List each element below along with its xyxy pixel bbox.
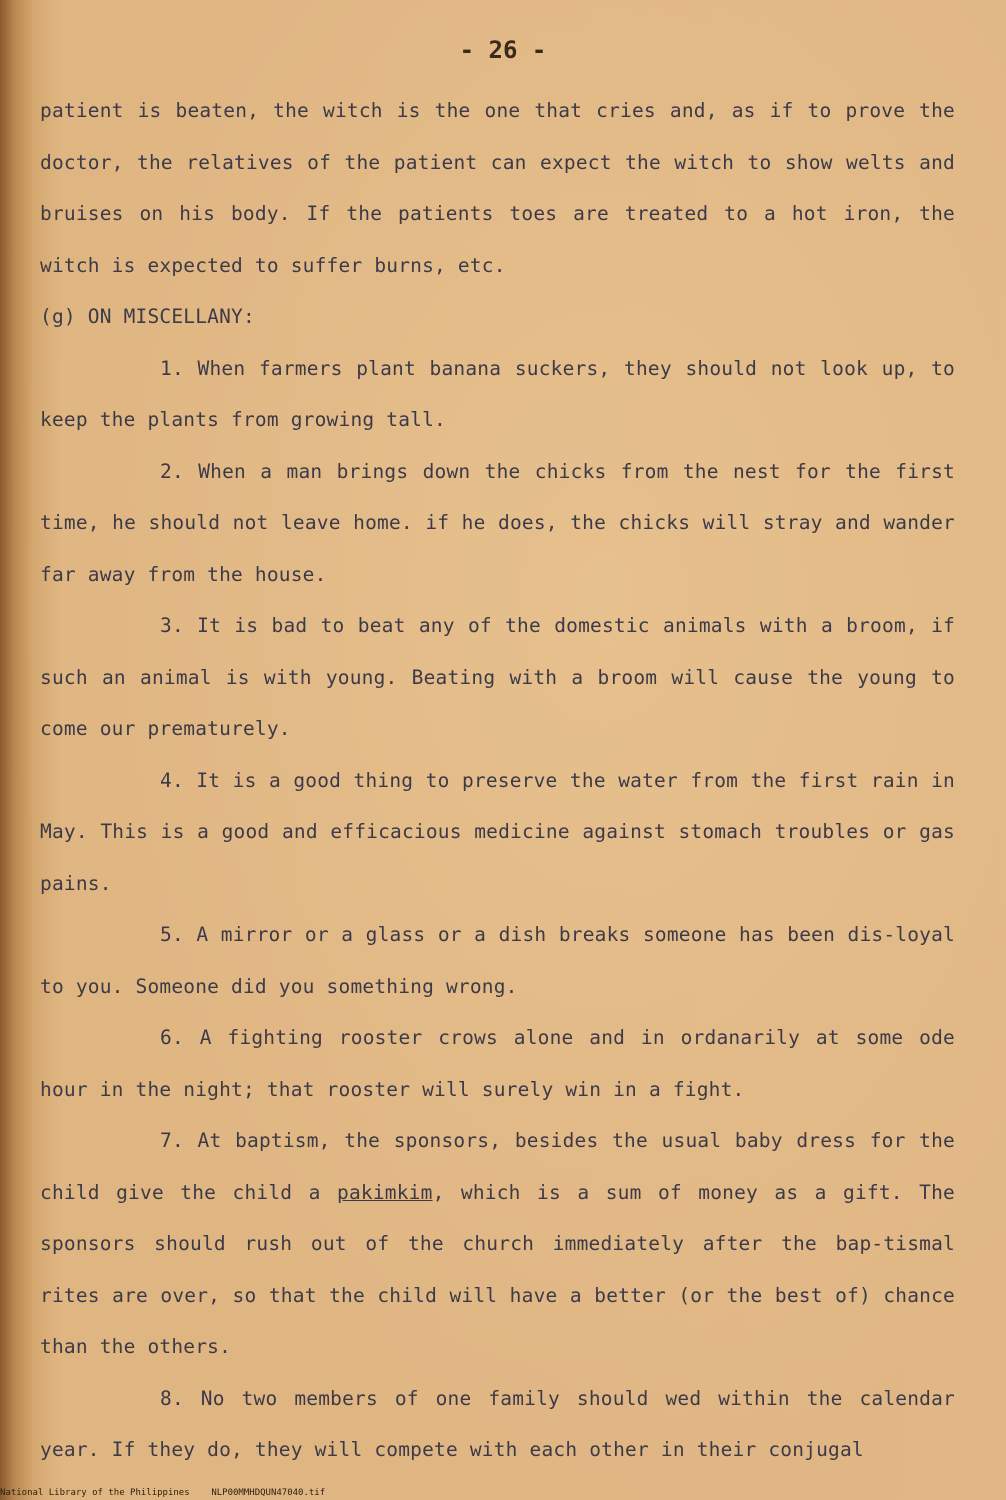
- page-number: - 26 -: [459, 36, 547, 64]
- item-7-text-before: 7. At baptism, the sponsors, besides the usual baby dress for the child give the child a: [40, 1129, 955, 1204]
- item-8: 8. No two members of one family should wed within the calendar year. If they do, they will compete with each other in their conjugal: [40, 1386, 955, 1461]
- footer-file-id: NLP00MMHDQUN47040.tif: [211, 1488, 326, 1498]
- scan-footer: [0, 1488, 325, 1498]
- item-4: 4. It is a good thing to preserve the water from the first rain in May. This is a good and efficacious medicine against stomach troubles or gas pains.: [40, 768, 955, 895]
- intro-paragraph: patient is beaten, the witch is the one that cries and, as if to prove the doctor, the relatives of the patient can expect the witch to show welts and bruises on his body. If the patients toes are treated to a hot iron, the witch is expected to suffer burns, etc.: [40, 99, 955, 277]
- item-7-text-after: , which is a sum of money as a gift. The sponsors should rush out of the church immediately after the bap-tismal rites are over, so that the child will have a better (or the best of) chance than the others.: [40, 1180, 955, 1358]
- item-1: 1. When farmers plant banana suckers, they should not look up, to keep the plants from growing tall.: [40, 356, 955, 431]
- item-6: 6. A fighting rooster crows alone and in ordanarily at some ode hour in the night; that rooster will surely win in a fight.: [40, 1026, 955, 1101]
- item-2: 2. When a man brings down the chicks from the nest for the first time, he should not leave home. if he does, the chicks will stray and wander far away from the house.: [40, 459, 955, 586]
- item-3: 3. It is bad to beat any of the domestic animals with a broom, if such an animal is with young. Beating with a broom will cause the young to come our prematurely.: [40, 614, 955, 740]
- body-text: [40, 85, 955, 1476]
- item-5: 5. A mirror or a glass or a dish breaks someone has been dis-loyal to you. Someone did you something wrong.: [40, 923, 955, 998]
- pakimkim-term: pakimkim: [337, 1180, 433, 1204]
- footer-library: National Library of the Philippines: [0, 1488, 190, 1498]
- section-heading: (g) ON MISCELLANY:: [40, 305, 255, 328]
- item-7: [40, 1115, 955, 1373]
